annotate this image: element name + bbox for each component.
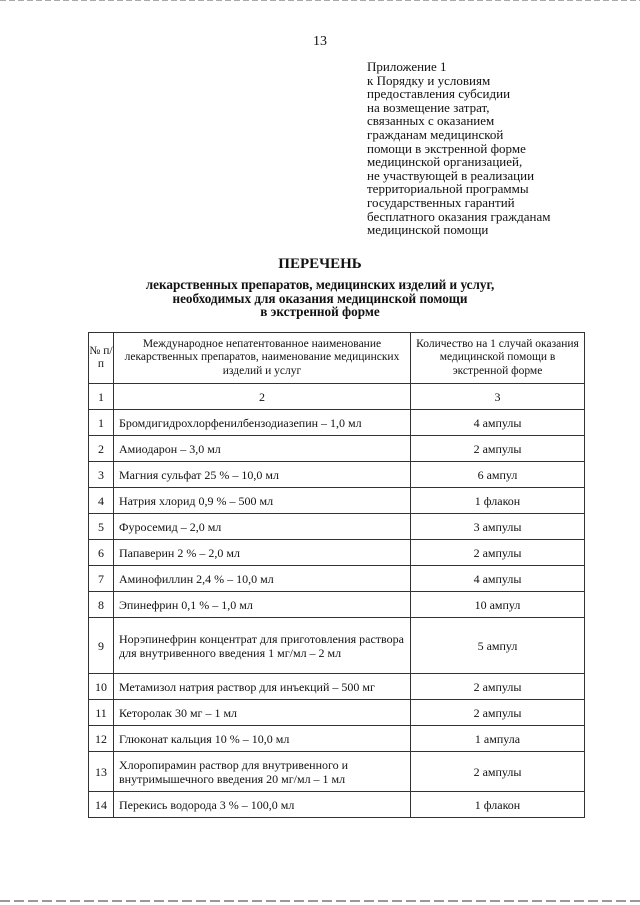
subtitle-line: лекарственных препаратов, медицинских изделий и услуг, [145,277,495,292]
row-quantity: 5 ампул [411,618,585,674]
subtitle-line: необходимых для оказания медицинской помощи [172,290,468,306]
document-subtitle [0,278,640,319]
table-row [89,618,585,674]
row-quantity: 1 флакон [411,792,585,818]
table-row [89,792,585,818]
drug-list-table [88,332,585,818]
table-row [89,700,585,726]
row-quantity: 4 ампулы [411,410,585,436]
row-quantity: 2 ампулы [411,436,585,462]
row-name: Аминофиллин 2,4 % – 10,0 мл [114,566,411,592]
table-row [89,592,585,618]
column-number: 2 [114,384,411,410]
appendix-line: помощи в экстренной форме [367,140,526,156]
row-name: Перекись водорода 3 % – 100,0 мл [114,792,411,818]
row-quantity: 10 ампул [411,592,585,618]
row-name: Амиодарон – 3,0 мл [114,436,411,462]
row-number: 8 [89,592,114,618]
row-name: Метамизол натрия раствор для инъекций – 500 мг [114,674,411,700]
appendix-line: бесплатного оказания гражданам [367,208,551,224]
bottom-scan-edge [0,900,640,902]
page-number: 13 [313,34,327,49]
document-title: ПЕРЕЧЕНЬ [278,256,362,272]
row-name: Хлоропирамин раствор для внутривенного и внутримышечного введения 20 мг/мл – 1 мл [114,752,411,792]
row-name: Бромдигидрохлорфенилбензодиазепин – 1,0 мл [114,410,411,436]
table-row [89,540,585,566]
table-row [89,726,585,752]
row-number: 10 [89,674,114,700]
table-row [89,752,585,792]
appendix-line: медицинской организацией, [367,154,523,170]
row-number: 4 [89,488,114,514]
row-number: 13 [89,752,114,792]
column-number-row [89,384,585,410]
table-header-row [89,333,585,384]
table-row [89,566,585,592]
row-number: 3 [89,462,114,488]
appendix-line: к Порядку и условиям [367,72,491,88]
row-number: 1 [89,410,114,436]
appendix-line: на возмещение затрат, [367,99,490,115]
appendix-line: не участвующей в реализации [367,167,535,183]
table-row [89,514,585,540]
row-number: 5 [89,514,114,540]
table-row [89,488,585,514]
column-number: 3 [411,384,585,410]
header-number: № п/п [89,333,114,384]
row-name: Папаверин 2 % – 2,0 мл [114,540,411,566]
appendix-line: Приложение 1 [367,59,447,74]
header-name: Международное непатентованное наименование лекарственных препаратов, наименование медицинских изделий и услуг [114,333,411,384]
appendix-line: государственных гарантий [367,194,515,210]
row-number: 6 [89,540,114,566]
table-row [89,674,585,700]
row-name: Норэпинефрин концентрат для приготовления раствора для внутривенного введения 1 мг/мл – 2 мл [114,618,411,674]
row-quantity: 2 ампулы [411,752,585,792]
appendix-line: связанных с оказанием [367,113,495,129]
row-name: Кеторолак 30 мг – 1 мл [114,700,411,726]
row-quantity: 2 ампулы [411,700,585,726]
column-number: 1 [89,384,114,410]
row-quantity: 1 ампула [411,726,585,752]
row-quantity: 1 флакон [411,488,585,514]
row-number: 2 [89,436,114,462]
appendix-line: предоставления субсидии [367,86,511,102]
row-name: Глюконат кальция 10 % – 10,0 мл [114,726,411,752]
appendix-line: гражданам медицинской [367,126,504,142]
table-row [89,436,585,462]
row-name: Эпинефрин 0,1 % – 1,0 мл [114,592,411,618]
row-name: Фуросемид – 2,0 мл [114,514,411,540]
row-quantity: 2 ампулы [411,540,585,566]
row-number: 7 [89,566,114,592]
row-number: 14 [89,792,114,818]
subtitle-line: в экстренной форме [260,304,380,319]
row-name: Натрия хлорид 0,9 % – 500 мл [114,488,411,514]
header-quantity: Количество на 1 случай оказания медицинской помощи в экстренной форме [411,333,585,384]
row-number: 11 [89,700,114,726]
table-row [89,410,585,436]
table-row [89,462,585,488]
row-quantity: 3 ампулы [411,514,585,540]
row-quantity: 2 ампулы [411,674,585,700]
top-scan-edge [0,0,640,1]
row-number: 9 [89,618,114,674]
appendix-line: медицинской помощи [367,222,489,238]
row-quantity: 6 ампул [411,462,585,488]
appendix-note [367,60,617,237]
row-quantity: 4 ампулы [411,566,585,592]
row-number: 12 [89,726,114,752]
row-name: Магния сульфат 25 % – 10,0 мл [114,462,411,488]
appendix-line: территориальной программы [367,181,529,197]
